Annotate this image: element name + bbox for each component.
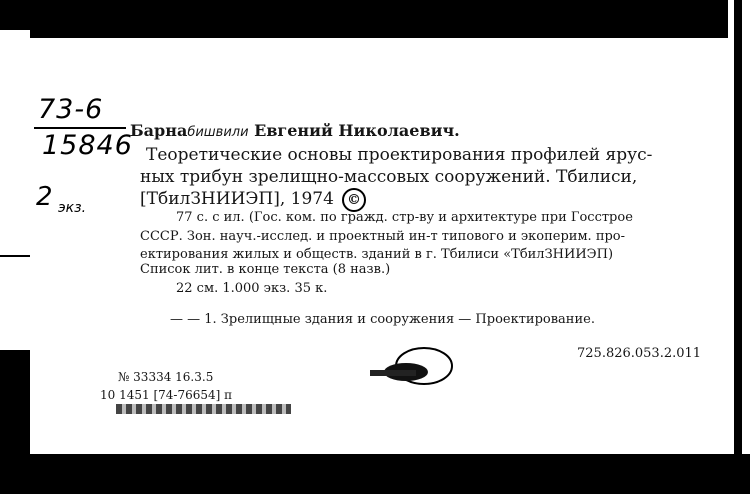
scan-edge-strip <box>734 0 742 494</box>
subject-heading: — — 1. Зрелищные здания и сооружения — Проектирование. <box>170 312 595 327</box>
author-given-name: Евгений Николаевич. <box>248 121 460 140</box>
handwritten-call-number: 73-6 <box>38 94 104 125</box>
description-line-1: 77 с. с ил. (Гос. ком. по гражд. стр-ву и архитектуре при Госстрое <box>176 210 633 225</box>
copyright-icon: © <box>342 188 366 212</box>
registration-code: 1451 [74-76654] п <box>119 388 233 402</box>
registration-prefix: 10 <box>100 388 116 402</box>
description-line-2: СССР. Зон. науч.-исслед. и проектный ин-т типового и экоперим. про- <box>140 229 626 244</box>
handwritten-copies-count: 2 <box>36 182 53 212</box>
title-line-3 <box>140 188 366 212</box>
title-line-2: ных трибун зрелищно-массовых сооружений. Тбилиси, <box>140 167 638 187</box>
registration-number: № 33334 16.3.5 <box>118 370 214 384</box>
scan-border-top <box>0 0 750 30</box>
margin-rule <box>0 255 30 257</box>
handwritten-rule <box>34 127 126 129</box>
handwritten-inventory-number: 15846 <box>42 130 133 161</box>
author-surname-prefix: Барна <box>130 121 188 140</box>
library-stamp <box>366 346 456 388</box>
description-line-5: 22 см. 1.000 экз. 35 к. <box>176 281 328 296</box>
description-line-3: ектирования жилых и обществ. зданий в г. Тбилиси «ТбилЗНИИЭП) <box>140 247 614 262</box>
author-surname-handwritten: бишвили <box>187 125 249 140</box>
handwritten-copies-label: экз. <box>58 200 87 216</box>
title-line-1: Теоретические основы проектирования профилей ярус- <box>146 145 653 165</box>
registration-line-2 <box>100 388 232 402</box>
description-line-4: Список лит. в конце текста (8 назв.) <box>140 262 391 277</box>
publisher-year: [ТбилЗНИИЭП], 1974 <box>140 189 334 209</box>
author-line <box>130 121 460 140</box>
udc-classification: 725.826.053.2.011 <box>577 346 702 361</box>
scan-border-bottom <box>0 454 750 494</box>
scan-margin-left <box>0 30 30 350</box>
scan-margin-right <box>728 0 750 494</box>
illegible-printed-line <box>116 404 291 414</box>
